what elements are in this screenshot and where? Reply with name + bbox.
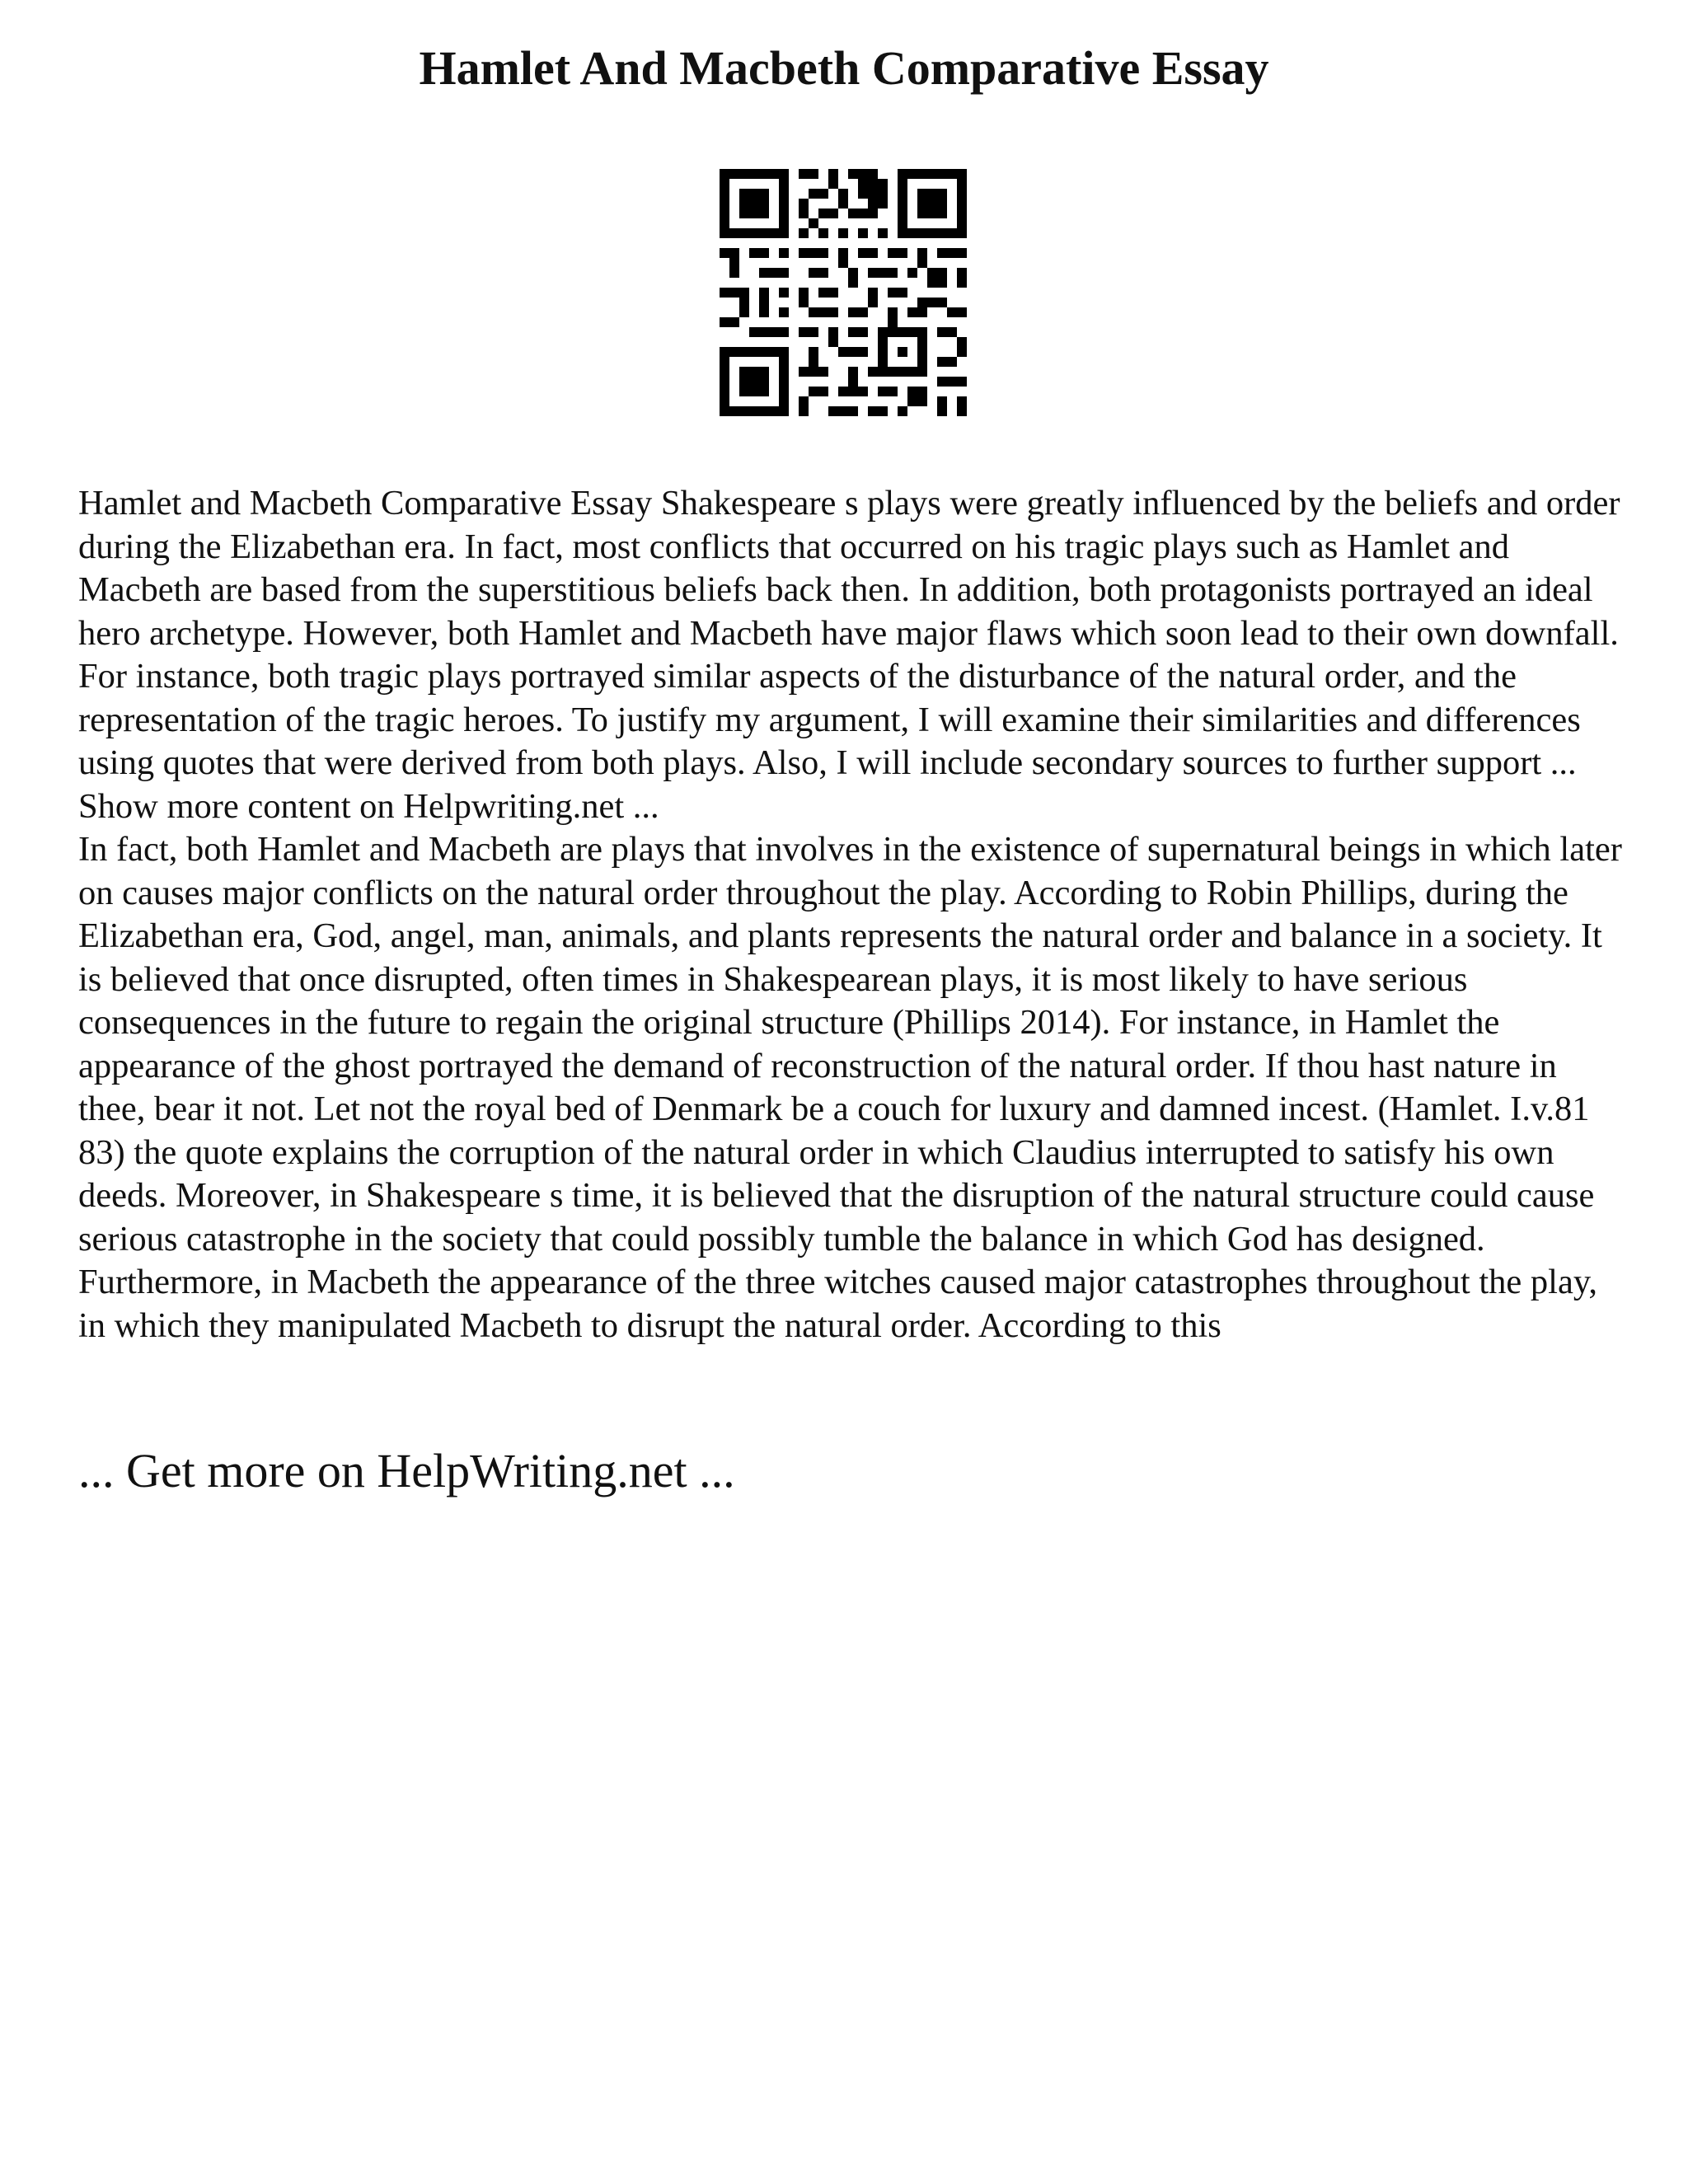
essay-body	[78, 482, 1628, 1347]
qr-code-icon	[720, 169, 967, 416]
get-more-link[interactable]: ... Get more on HelpWriting.net ...	[78, 1444, 735, 1497]
page-title: Hamlet And Macbeth Comparative Essay	[419, 41, 1269, 95]
essay-paragraph: In fact, both Hamlet and Macbeth are plays that involves in the existence of supernatural beings in which later on causes major conflicts on the natural order throughout the play. According to Robin Phillips, during the Elizabethan era, God, angel, man, animals, and plants represents the natural order and balance in a society. It is believed that once disrupted, often times in Shakespearean plays, it is most likely to have serious consequences in the future to regain the original structure (Phillips 2014). For instance, in Hamlet the appearance of the ghost portrayed the demand of reconstruction of the natural order. If thou hast nature in thee, bear it not. Let not the royal bed of Denmark be a couch for luxury and damned incest. (Hamlet. I.v.81 83) the quote explains the corruption of the natural order in which Claudius interrupted to satisfy his own deeds. Moreover, in Shakespeare s time, it is believed that the disruption of the natural structure could cause serious catastrophe in the society that could possibly tumble the balance in which God has designed. Furthermore, in Macbeth the appearance of the three witches caused major catastrophes throughout the play, in which they manipulated Macbeth to disrupt the natural order. According to this	[78, 830, 1622, 1345]
essay-paragraph: Hamlet and Macbeth Comparative Essay Shakespeare s plays were greatly influenced by the beliefs and order during the Elizabethan era. In fact, most conflicts that occurred on his tragic plays such as Hamlet and Macbeth are based from the superstitious beliefs back then. In addition, both protagonists portrayed an ideal hero archetype. However, both Hamlet and Macbeth have major flaws which soon lead to their own downfall. For instance, both tragic plays portrayed similar aspects of the disturbance of the natural order, and the representation of the tragic heroes. To justify my argument, I will examine their similarities and differences using quotes that were derived from both plays. Also, I will include secondary sources to further support ... Show more content on Helpwriting.net ...	[78, 484, 1620, 826]
